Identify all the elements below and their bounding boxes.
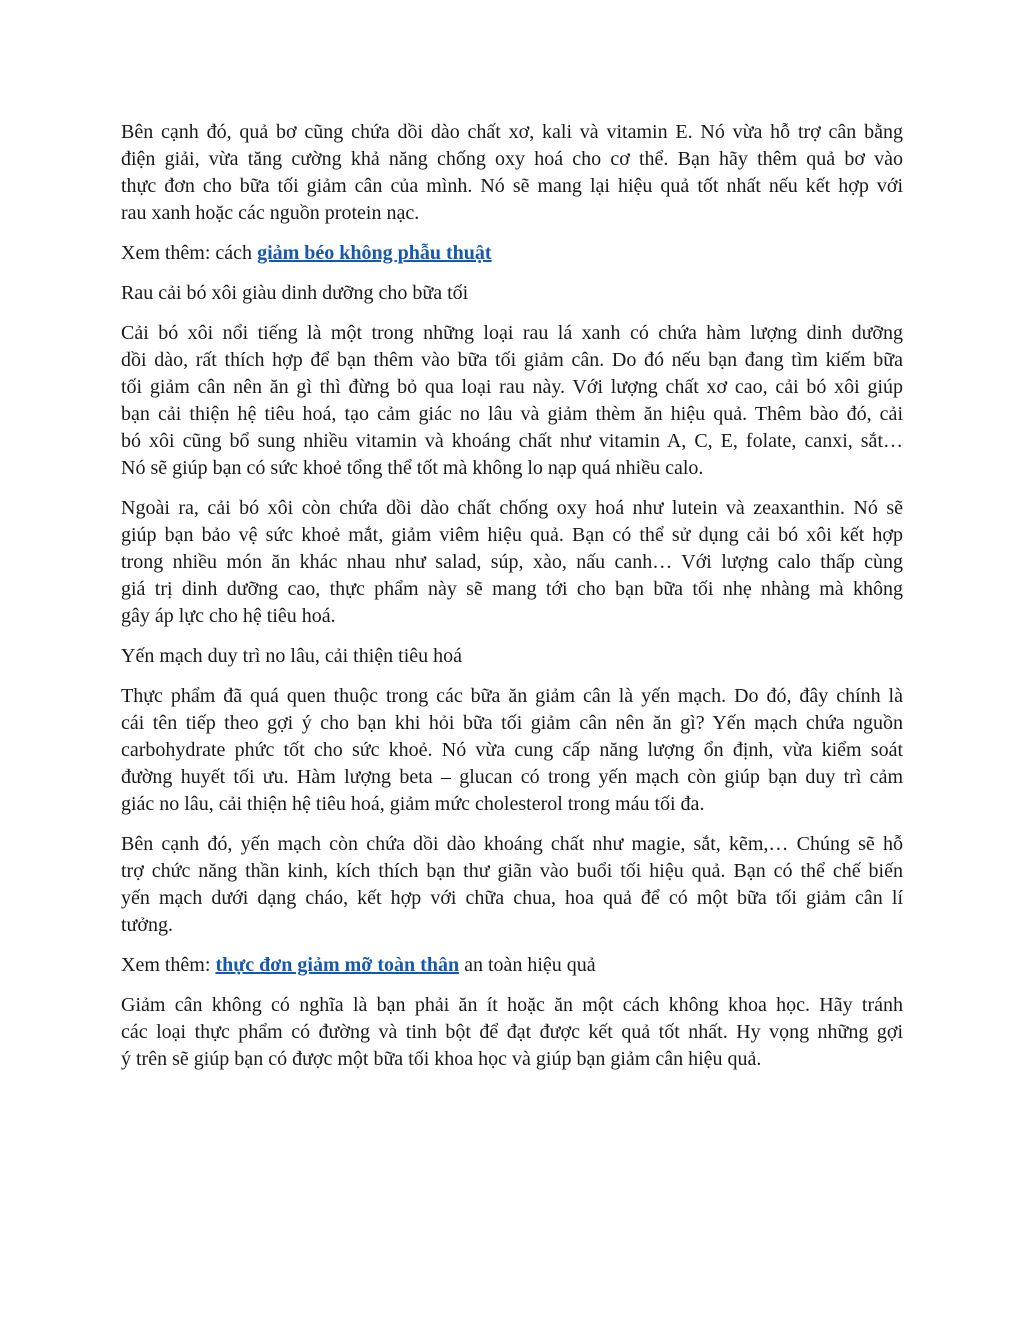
text-line [121,320,903,347]
text-line [121,347,903,374]
text-line [121,146,903,173]
text-segment: giác no lâu, cải thiện hệ tiêu hoá, giảm mức cholesterol trong máu tối đa. [121,793,705,815]
text-segment: Bên cạnh đó, quả bơ cũng chứa dồi dào chất xơ, kali và vitamin E. Nó vừa hỗ trợ cân bằng [121,121,903,143]
text-line [121,173,903,200]
text-line [121,1019,903,1046]
text-segment: giúp bạn bảo vệ sức khoẻ mắt, giảm viêm hiệu quả. Bạn có thể sử dụng cải bó xôi kết hợp [121,524,903,546]
paragraph [121,992,903,1073]
paragraph [121,240,903,267]
paragraph [121,643,903,670]
text-segment: Giảm cân không có nghĩa là bạn phải ăn ít hoặc ăn một cách không khoa học. Hãy tránh [121,994,903,1016]
text-line [121,858,903,885]
text-segment: đường huyết tối ưu. Hàm lượng beta – glucan có trong yến mạch còn giúp bạn duy trì cảm [121,766,903,788]
text-line [121,737,903,764]
text-segment: Nó sẽ giúp bạn có sức khoẻ tổng thể tốt mà không lo nạp quá nhiều calo. [121,457,704,479]
text-line [121,119,903,146]
text-line [121,401,903,428]
text-segment: trong nhiều món ăn khác nhau như salad, súp, xào, nấu canh… Với lượng calo thấp cùng [121,551,903,573]
text-segment: ý trên sẽ giúp bạn có được một bữa tối khoa học và giúp bạn giảm cân hiệu quả. [121,1048,762,1070]
text-segment: các loại thực phẩm có đường và tinh bột để đạt được kết quả tốt nhất. Hy vọng những gợi [121,1021,903,1043]
text-line [121,1046,903,1073]
document-page [121,119,903,1086]
text-line [121,683,903,710]
text-line [121,710,903,737]
paragraph [121,320,903,482]
text-segment: tưởng. [121,914,173,936]
text-segment: cái tên tiếp theo gợi ý cho bạn khi hỏi bữa tối giảm cân nên ăn gì? Yến mạch chứa nguồn [121,712,903,734]
text-line [121,952,903,979]
text-line [121,912,903,939]
text-line [121,280,903,307]
paragraph [121,495,903,630]
text-line [121,603,903,630]
paragraph [121,683,903,818]
text-segment: thực đơn cho bữa tối giảm cân của mình. Nó sẽ mang lại hiệu quả tốt nhất nếu kết hợp với [121,175,903,197]
text-line [121,455,903,482]
text-segment: Bên cạnh đó, yến mạch còn chứa dồi dào khoáng chất như magie, sắt, kẽm,… Chúng sẽ hỗ [121,833,903,855]
text-segment: Thực phẩm đã quá quen thuộc trong các bữa ăn giảm cân là yến mạch. Do đó, đây chính là [121,685,903,707]
text-segment: trợ chức năng thần kinh, kích thích bạn thư giãn vào buổi tối hiệu quả. Bạn có thể chế biến [121,860,903,882]
text-segment: tối giảm cân nên ăn gì thì đừng bỏ qua loại rau này. Với lượng chất xơ cao, cải bó xôi giúp [121,376,903,398]
text-segment: dồi dào, rất thích hợp để bạn thêm vào bữa tối giảm cân. Do đó nếu bạn đang tìm kiếm bữa [121,349,903,371]
text-line [121,831,903,858]
text-segment: gây áp lực cho hệ tiêu hoá. [121,605,336,627]
text-segment: Yến mạch duy trì no lâu, cải thiện tiêu hoá [121,645,463,667]
paragraph [121,952,903,979]
text-segment: bạn cải thiện hệ tiêu hoá, tạo cảm giác no lâu và giảm thèm ăn hiệu quả. Thêm bào đó, cải [121,403,903,425]
text-line [121,240,903,267]
text-line [121,764,903,791]
text-line [121,522,903,549]
text-line [121,495,903,522]
text-segment: Xem thêm: cách [121,242,258,264]
text-segment: Cải bó xôi nổi tiếng là một trong những loại rau lá xanh có chứa hàm lượng dinh dưỡng [121,322,903,344]
text-line [121,791,903,818]
text-segment: giá trị dinh dưỡng cao, thực phẩm này sẽ mang tới cho bạn bữa tối nhẹ nhàng mà không [121,578,903,600]
text-line [121,885,903,912]
text-segment: bó xôi cũng bổ sung nhiều vitamin và khoáng chất như vitamin A, C, E, folate, canxi, sắt… [121,430,903,452]
text-segment: an toàn hiệu quả [459,954,596,976]
text-segment: Xem thêm: [121,954,216,976]
text-segment: Rau cải bó xôi giàu dinh dưỡng cho bữa tối [121,282,469,304]
text-segment: điện giải, vừa tăng cường khả năng chống oxy hoá cho cơ thể. Bạn hãy thêm quả bơ vào [121,148,903,170]
text-segment: rau xanh hoặc các nguồn protein nạc. [121,202,420,224]
text-line [121,576,903,603]
text-line [121,992,903,1019]
paragraph [121,280,903,307]
paragraph [121,119,903,227]
text-line [121,428,903,455]
article-link[interactable]: thực đơn giảm mỡ toàn thân [215,954,460,976]
article-link[interactable]: giảm béo không phẫu thuật [257,242,492,264]
text-line [121,549,903,576]
text-segment: Ngoài ra, cải bó xôi còn chứa dồi dào chất chống oxy hoá như lutein và zeaxanthin. Nó sẽ [121,497,903,519]
text-segment: yến mạch dưới dạng cháo, kết hợp với chữa chua, hoa quả để có một bữa tối giảm cân lí [121,887,903,909]
text-line [121,374,903,401]
text-line [121,643,903,670]
text-line [121,200,903,227]
text-segment: carbohydrate phức tốt cho sức khoẻ. Nó vừa cung cấp năng lượng ổn định, vừa kiểm soát [121,739,903,761]
paragraph [121,831,903,939]
